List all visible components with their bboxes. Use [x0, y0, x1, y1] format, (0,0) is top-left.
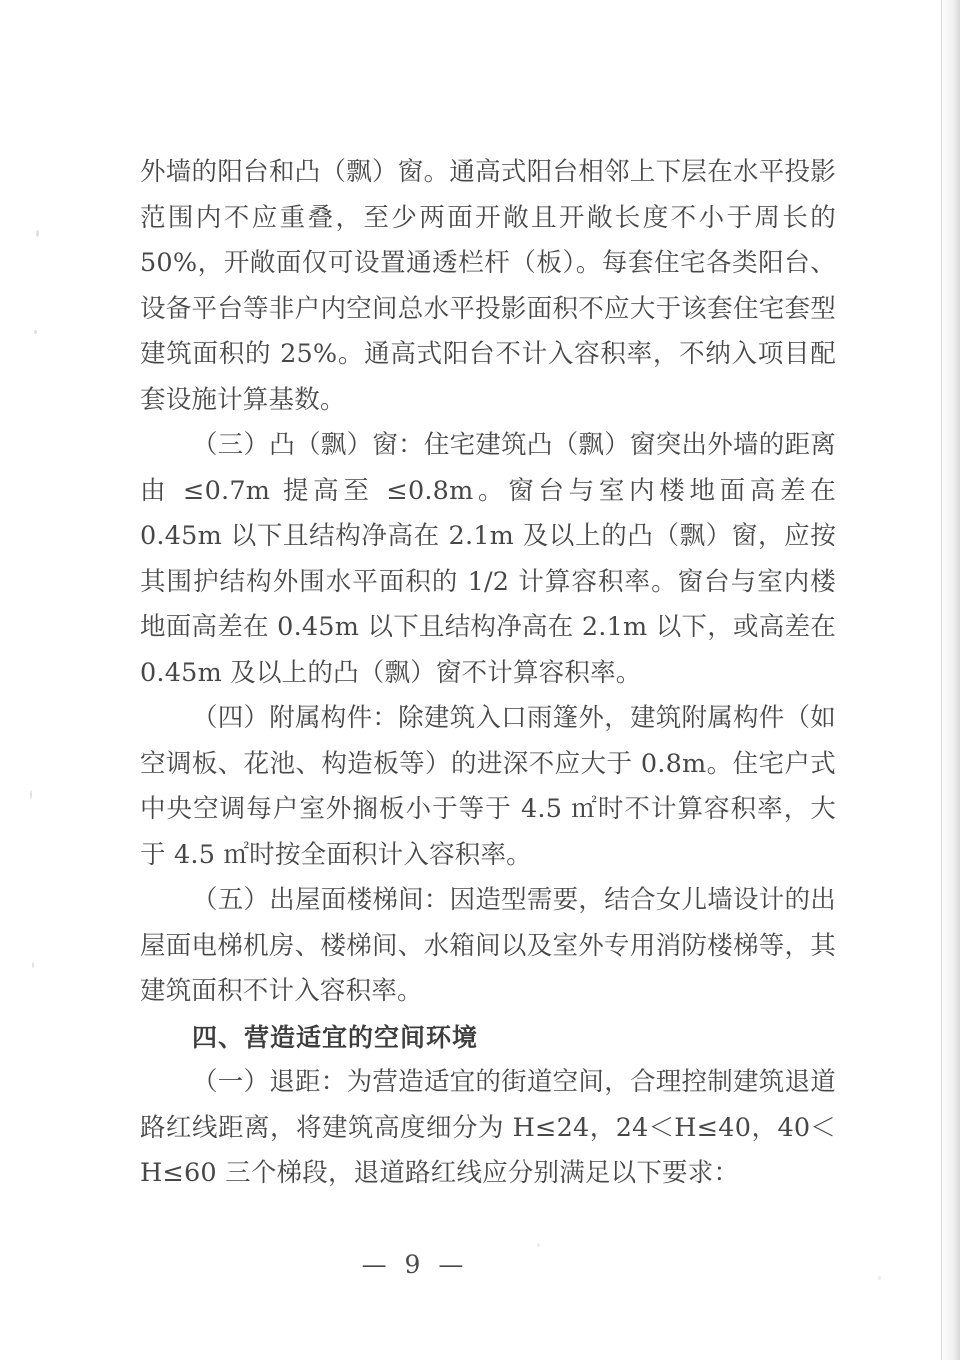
page-edge-shadow: [938, 0, 960, 1360]
scan-speck: [32, 962, 34, 968]
page-number: — 9 —: [361, 1250, 469, 1279]
paragraph-balcony-continued: 外墙的阳台和凸（飘）窗。通高式阳台相邻上下层在水平投影范围内不应重叠，至少两面开敞且开敞长度不小于周长的 50%，开敞面仅可设置通透栏杆（板）。每套住宅各类阳台、设备平台等非户内空间总水平投影面积不应大于该套住宅套型建筑面积的 25%。通高式阳台不计入容积率，不纳入项目配套设施计算基数。: [140, 157, 836, 415]
section-heading-4: 四、营造适宜的空间环境: [192, 1022, 479, 1052]
scan-speck: [34, 330, 37, 334]
scan-speck: [537, 1243, 540, 1247]
scan-speck: [30, 790, 32, 799]
paragraph-item-1-setback: （一）退距：为营造适宜的街道空间，合理控制建筑退道路红线距离，将建筑高度细分为 H≤24，24＜H≤40，40＜H≤60 三个梯段，退道路红线应分别满足以下要求：: [140, 1067, 836, 1188]
paragraph-item-4-attachments: （四）附属构件：除建筑入口雨篷外，建筑附属构件（如空调板、花池、构造板等）的进深不应大于 0.8m。住宅户式中央空调每户室外搁板小于等于 4.5 ㎡时不计算容积率，大于 4.5 ㎡时按全面积计入容积率。: [140, 703, 836, 870]
document-text-column: [140, 150, 836, 1197]
page-edge-line: [941, 0, 942, 1360]
scan-speck: [36, 230, 39, 237]
paragraph-item-5-roof-stairwell: （五）出屋面楼梯间：因造型需要，结合女儿墙设计的出屋面电梯机房、楼梯间、水箱间以及室外专用消防楼梯等，其建筑面积不计入容积率。: [140, 885, 836, 1006]
paragraph-item-3-bay-window: （三）凸（飘）窗：住宅建筑凸（飘）窗突出外墙的距离由 ≤0.7m 提高至 ≤0.8m。窗台与室内楼地面高差在 0.45m 以下且结构净高在 2.1m 及以上的凸（飘）窗，应按其围护结构外围水平面积的 1/2 计算容积率。窗台与室内楼地面高差在 0.45m 以下且结构净高在 2.1m 以下，或高差在 0.45m 及以上的凸（飘）窗不计算容积率。: [140, 430, 836, 688]
